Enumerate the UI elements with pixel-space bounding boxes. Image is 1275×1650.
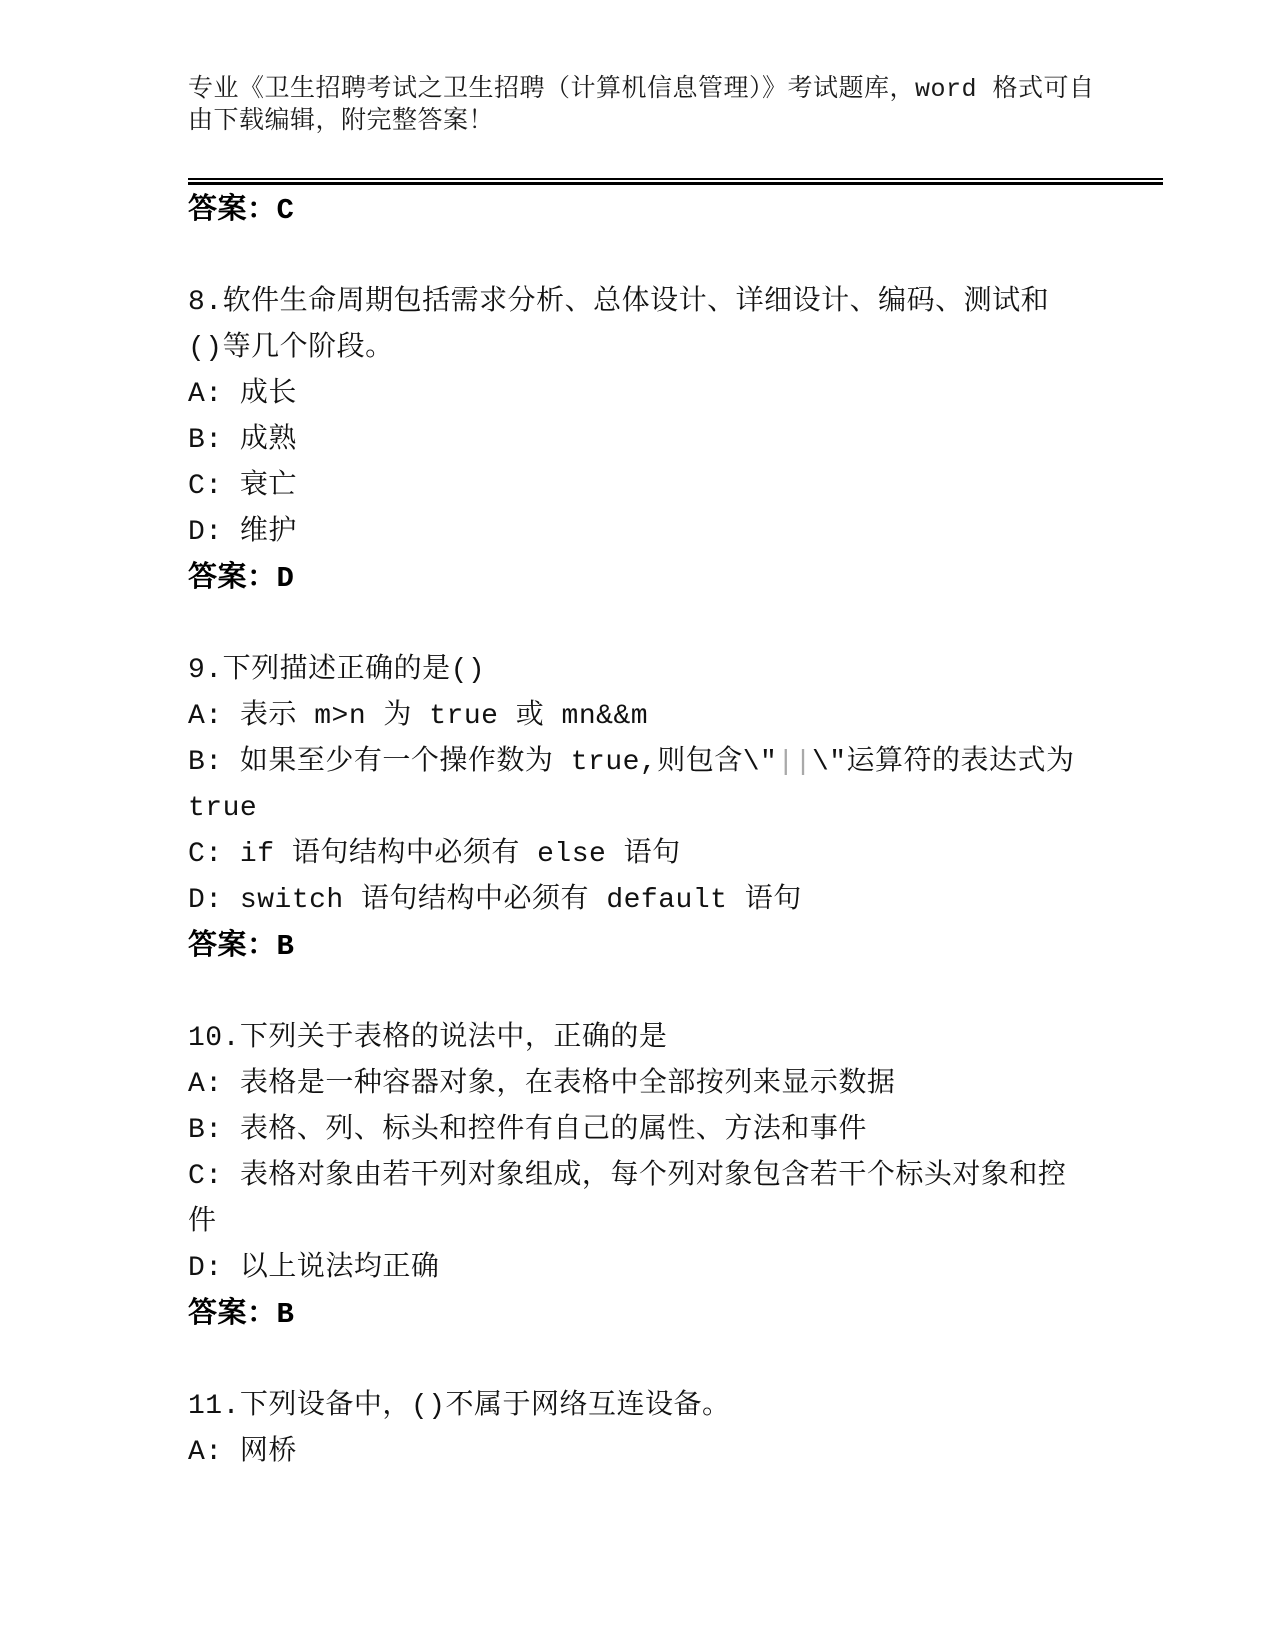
spacer [188, 602, 1178, 648]
q10-answer-line: 答案：B [188, 1298, 295, 1331]
q7-answer-line: 答案：C [188, 194, 295, 227]
q10-option-d: D: 以上说法均正确 [188, 1253, 440, 1284]
q9-option-d: D: switch 语句结构中必须有 default 语句 [188, 885, 802, 916]
q11-stem-line-1: 11.下列设备中，()不属于网络互连设备。 [188, 1391, 731, 1422]
q8-answer-line: 答案：D [188, 562, 295, 595]
q10-option-c: C: 表格对象由若干列对象组成，每个列对象包含若干个标头对象和控 [188, 1161, 1067, 1192]
q8-option-c: C: 衰亡 [188, 471, 297, 502]
header-line-1: 专业《卫生招聘考试之卫生招聘（计算机信息管理）》考试题库，word 格式可自 [188, 75, 1095, 104]
q8-stem-line-2: ()等几个阶段。 [188, 333, 394, 364]
spacer [188, 970, 1178, 1016]
q10-option-c-cont: 件 [188, 1207, 217, 1238]
q9-option-c: C: if 语句结构中必须有 else 语句 [188, 839, 681, 870]
q9-option-a: A: 表示 m>n 为 true 或 mn&&m [188, 701, 649, 732]
q8-stem-line-1: 8.软件生命周期包括需求分析、总体设计、详细设计、编码、测试和 [188, 287, 1050, 318]
page-header [188, 74, 1178, 138]
q10-option-b: B: 表格、列、标头和控件有自己的属性、方法和事件 [188, 1115, 867, 1146]
q8-option-b: B: 成熟 [188, 425, 297, 456]
header-line-2: 由下载编辑，附完整答案！ [188, 107, 495, 136]
q9-answer-line: 答案：B [188, 930, 295, 963]
questions-area [188, 188, 1178, 1476]
spacer [188, 234, 1178, 280]
q9-option-b: B: 如果至少有一个操作数为 true,则包含\"||\"运算符的表达式为 [188, 747, 1075, 778]
q9-option-b-cont: true [188, 793, 258, 824]
q11-option-a: A: 网桥 [188, 1437, 297, 1468]
q8-option-a: A: 成长 [188, 379, 297, 410]
q10-option-a: A: 表格是一种容器对象，在表格中全部按列来显示数据 [188, 1069, 896, 1100]
spacer [188, 1338, 1178, 1384]
header-separator-rule [188, 178, 1163, 185]
q8-option-d: D: 维护 [188, 517, 297, 548]
q9-stem-line-1: 9.下列描述正确的是() [188, 655, 486, 686]
q10-stem-line-1: 10.下列关于表格的说法中，正确的是 [188, 1023, 668, 1054]
